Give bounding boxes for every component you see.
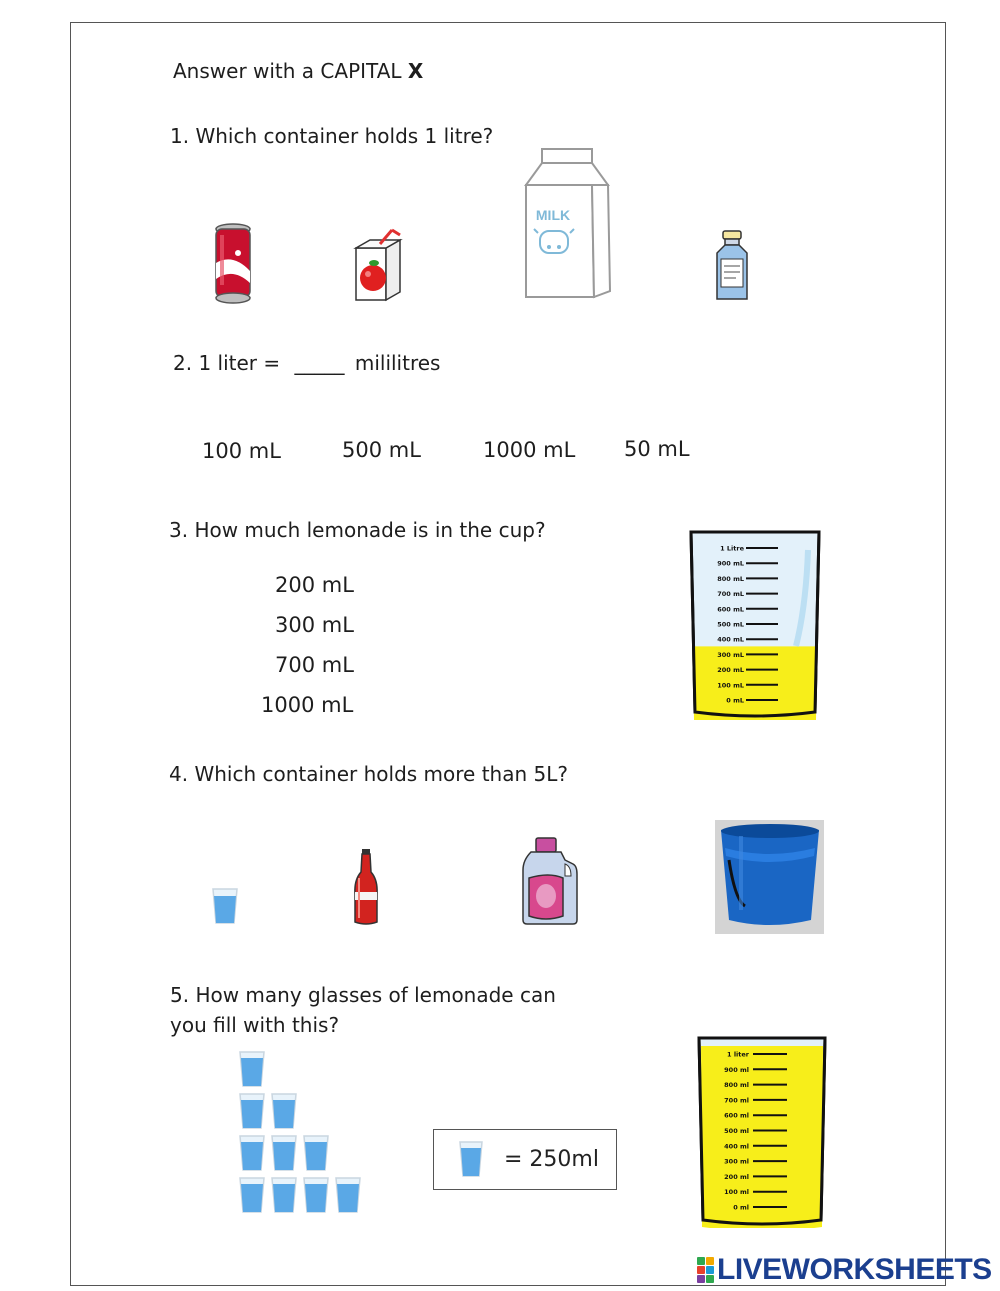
lemonade-glass bbox=[240, 1094, 264, 1128]
bucket-picture[interactable] bbox=[715, 820, 824, 934]
lemonade-glass bbox=[304, 1136, 328, 1170]
detergent-bottle-picture[interactable] bbox=[519, 836, 581, 928]
scale-label: 300 mL bbox=[717, 650, 744, 659]
lemonade-glass bbox=[240, 1178, 264, 1212]
scale-label: 0 ml bbox=[733, 1203, 749, 1212]
q2-option-50[interactable]: 50 mL bbox=[624, 437, 690, 461]
lemonade-measuring-cup bbox=[688, 526, 822, 720]
q2-option-500[interactable]: 500 mL bbox=[342, 438, 421, 462]
lemonade-fill bbox=[693, 646, 817, 720]
legend-text: = 250ml bbox=[504, 1147, 599, 1172]
scale-label: 400 ml bbox=[724, 1142, 749, 1151]
logo-blocks-icon bbox=[697, 1257, 714, 1283]
scale-label: 700 ml bbox=[724, 1096, 749, 1105]
scale-label: 600 ml bbox=[724, 1111, 749, 1120]
milk-carton-picture[interactable] bbox=[522, 145, 614, 303]
legend-glass-icon bbox=[458, 1140, 484, 1178]
lemonade-glass bbox=[240, 1136, 264, 1170]
lemonade-jug bbox=[695, 1030, 829, 1228]
scale-label: 200 ml bbox=[724, 1172, 749, 1181]
instruction-text bbox=[173, 59, 423, 83]
scale-label: 600 mL bbox=[717, 605, 744, 614]
q3-option-200[interactable]: 200 mL bbox=[275, 573, 354, 597]
scale-label: 0 mL bbox=[726, 696, 744, 705]
q3-option-700[interactable]: 700 mL bbox=[275, 653, 354, 677]
instruction-emphasis: X bbox=[407, 59, 424, 83]
milk-label: MILK bbox=[535, 207, 571, 223]
logo-text: LIVEWORKSHEETS bbox=[717, 1253, 992, 1286]
glasses-pyramid bbox=[236, 1050, 366, 1220]
water-glass-picture[interactable] bbox=[210, 886, 240, 926]
question-2-blank[interactable]: _____ bbox=[294, 351, 345, 375]
question-2-suffix: mililitres bbox=[354, 351, 441, 375]
scale-label: 300 ml bbox=[724, 1157, 749, 1166]
juice-box-picture[interactable] bbox=[350, 226, 410, 304]
question-4: 4. Which container holds more than 5L? bbox=[169, 762, 568, 786]
lemonade-glass bbox=[272, 1136, 296, 1170]
scale-label: 1 liter bbox=[727, 1050, 749, 1059]
scale-label: 700 mL bbox=[717, 590, 744, 599]
liveworksheets-logo bbox=[697, 1253, 992, 1287]
scale-label: 400 mL bbox=[717, 635, 744, 644]
q3-option-300[interactable]: 300 mL bbox=[275, 613, 354, 637]
lemonade-glass bbox=[240, 1052, 264, 1086]
medicine-bottle-picture[interactable] bbox=[712, 229, 752, 303]
question-1: 1. Which container holds 1 litre? bbox=[170, 124, 494, 148]
scale-label: 100 mL bbox=[717, 681, 744, 690]
scale-label: 800 mL bbox=[717, 574, 744, 583]
instruction-prefix: Answer with a CAPITAL bbox=[173, 59, 402, 83]
lemonade-glass bbox=[304, 1178, 328, 1212]
question-2-prefix: 2. 1 liter = bbox=[173, 351, 281, 375]
question-5-line-1: 5. How many glasses of lemonade can bbox=[170, 983, 556, 1007]
lemonade-glass bbox=[272, 1178, 296, 1212]
lemonade-glass bbox=[336, 1178, 360, 1212]
question-3: 3. How much lemonade is in the cup? bbox=[169, 518, 546, 542]
lemonade-fill bbox=[701, 1046, 823, 1228]
lemonade-glass bbox=[272, 1094, 296, 1128]
soda-can-picture[interactable] bbox=[208, 223, 258, 305]
scale-label: 900 ml bbox=[724, 1065, 749, 1074]
scale-label: 500 mL bbox=[717, 620, 744, 629]
question-2 bbox=[173, 351, 440, 375]
scale-label: 200 mL bbox=[717, 666, 744, 675]
soda-bottle-picture[interactable] bbox=[351, 848, 381, 926]
scale-label: 100 ml bbox=[724, 1188, 749, 1197]
q3-option-1000[interactable]: 1000 mL bbox=[261, 693, 354, 717]
glass-legend-box bbox=[433, 1129, 617, 1190]
scale-label: 500 ml bbox=[724, 1127, 749, 1135]
scale-label: 1 Litre bbox=[720, 544, 744, 553]
q2-option-100[interactable]: 100 mL bbox=[202, 439, 281, 463]
scale-label: 800 ml bbox=[724, 1081, 749, 1090]
q2-option-1000[interactable]: 1000 mL bbox=[483, 438, 576, 462]
scale-label: 900 mL bbox=[717, 559, 744, 568]
question-5-line-2: you fill with this? bbox=[170, 1013, 340, 1037]
